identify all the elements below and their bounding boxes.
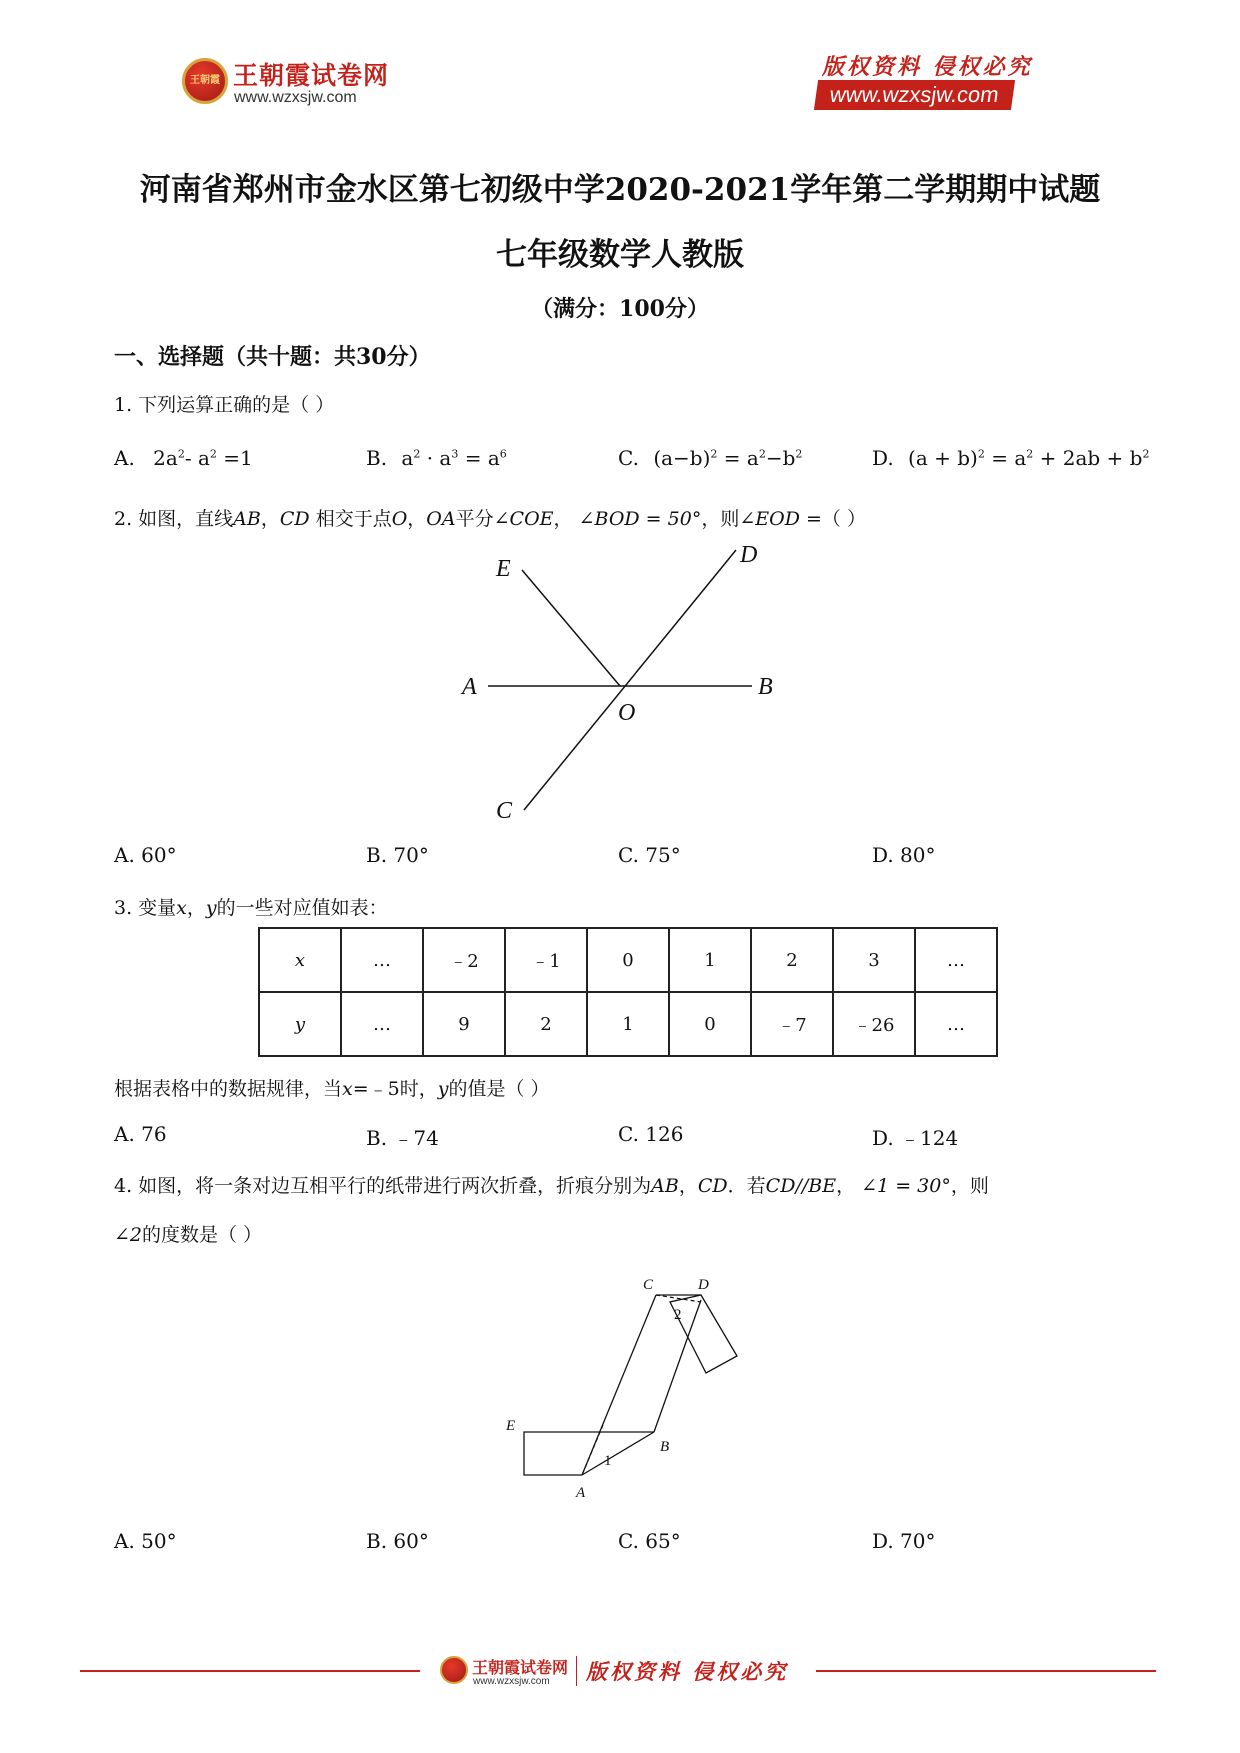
q4-option-a[interactable]: A. 50° xyxy=(114,1529,177,1553)
q3-text: 3. 变量 xyxy=(114,897,177,919)
q2-ray-oa: OA xyxy=(426,508,456,530)
section-heading: 一、选择题（共十题：共30分） xyxy=(114,344,431,370)
q2-point-o: O xyxy=(391,508,408,530)
q1-option-a-expr: $2a^2-$ $a^2 =1$ xyxy=(153,446,253,470)
q1-option-a[interactable] xyxy=(114,446,253,470)
q1-stem: 1. 下列运算正确的是（ ） xyxy=(114,394,335,416)
footer-copyright: 版权资料 侵权必究 xyxy=(586,1659,789,1684)
q2-option-a[interactable]: A. 60° xyxy=(114,843,177,867)
q3-value-table xyxy=(258,927,998,1057)
table-cell: ﹣2 xyxy=(423,928,505,992)
q2-text: （ ） xyxy=(821,508,866,530)
q2-sep: ， xyxy=(553,508,573,530)
table-cell: … xyxy=(341,992,423,1056)
q2-sep: ， xyxy=(260,508,280,530)
q4-angle-1: ∠1 = 30° xyxy=(861,1175,951,1197)
strip-left-rect xyxy=(524,1432,654,1475)
option-label: A. xyxy=(114,446,135,470)
footer-divider-right xyxy=(816,1670,1156,1672)
q3-option-d[interactable]: D. ﹣124 xyxy=(872,1126,959,1150)
table-cell: ﹣26 xyxy=(833,992,915,1056)
q3-option-b[interactable]: B. ﹣74 xyxy=(366,1126,439,1150)
label-1: 1 xyxy=(604,1453,612,1469)
q1-option-c-expr: $(a-b)^2 = a^2-b^2$ xyxy=(653,446,803,470)
q1-option-d[interactable] xyxy=(872,446,1149,470)
option-label: B. xyxy=(366,446,388,470)
footer-brand: 王朝霞试卷网 xyxy=(472,1658,569,1677)
table-row xyxy=(259,992,997,1056)
table-cell: 3 xyxy=(833,928,915,992)
table-row xyxy=(259,928,997,992)
label-b: B xyxy=(660,1439,670,1455)
q4-stem-line2 xyxy=(114,1220,262,1247)
q3-sep: ， xyxy=(186,897,206,919)
q2-option-d[interactable]: D. 80° xyxy=(872,843,936,867)
table-cell: x xyxy=(259,928,341,992)
table-cell: 0 xyxy=(669,992,751,1056)
copyright-notice: 版权资料 侵权必究 xyxy=(822,54,1033,80)
brand-logo-icon xyxy=(182,58,228,104)
q4-sep: ， xyxy=(678,1175,698,1197)
q4-angle-2: ∠2 xyxy=(114,1224,143,1246)
q2-text: 2. 如图，直线 xyxy=(114,508,234,530)
q1-option-c[interactable] xyxy=(618,446,802,470)
footer-separator xyxy=(576,1656,577,1686)
option-label: C. xyxy=(618,446,639,470)
score-note: （满分：100分） xyxy=(531,296,709,322)
q2-figure xyxy=(440,540,800,830)
q2-option-b[interactable]: B. 70° xyxy=(366,843,429,867)
label-d: D xyxy=(698,1277,709,1293)
label-a: A xyxy=(576,1485,586,1501)
q4-figure xyxy=(500,1275,760,1505)
q4-crease-cd: CD xyxy=(697,1175,728,1197)
strip-edge-left xyxy=(582,1295,656,1475)
table-cell: 2 xyxy=(751,928,833,992)
q4-parallel: CD//BE xyxy=(765,1175,837,1197)
page-title: 河南省郑州市金水区第七初级中学2020-2021学年第二学期期中试题 xyxy=(139,172,1101,208)
q2-text: 相交于点 xyxy=(309,508,392,530)
footer-logo-icon xyxy=(440,1656,468,1684)
table-cell: 9 xyxy=(423,992,505,1056)
ray-oe xyxy=(522,570,620,686)
label-e: E xyxy=(496,556,511,582)
q3-text: 根据表格中的数据规律，当 xyxy=(114,1078,343,1100)
table-cell: … xyxy=(915,992,997,1056)
label-c: C xyxy=(643,1277,654,1293)
table-cell: 1 xyxy=(587,992,669,1056)
q4-text: ，则 xyxy=(950,1175,989,1197)
copyright-url[interactable]: www.wzxsjw.com xyxy=(814,80,1015,110)
q3-var-x: x xyxy=(342,1078,353,1100)
table-cell: y xyxy=(259,992,341,1056)
crease-ab xyxy=(582,1432,654,1475)
q3-text: 的值是（ ） xyxy=(448,1078,550,1100)
q3-text: 的一些对应值如表： xyxy=(216,897,388,919)
footer-url[interactable]: www.wzxsjw.com xyxy=(473,1676,550,1687)
q3-var-x: x xyxy=(176,897,187,919)
page-subtitle: 七年级数学人教版 xyxy=(496,237,744,273)
line-cd xyxy=(524,550,736,810)
q3-var-y: y xyxy=(205,897,217,919)
q4-text: ．若 xyxy=(727,1175,766,1197)
q4-option-b[interactable]: B. 60° xyxy=(366,1529,429,1553)
q4-sep: ， xyxy=(836,1175,856,1197)
label-c: C xyxy=(496,798,513,824)
label-e: E xyxy=(506,1418,516,1434)
q4-option-c[interactable]: C. 65° xyxy=(618,1529,681,1553)
q4-text: 4. 如图，将一条对边互相平行的纸带进行两次折叠，折痕分别为 xyxy=(114,1175,652,1197)
q4-text: 的度数是（ ） xyxy=(142,1224,263,1246)
q4-stem-line1 xyxy=(114,1171,989,1198)
q3-follow xyxy=(114,1074,550,1101)
q2-text: ，则 xyxy=(701,508,740,530)
q2-line-cd: CD xyxy=(279,508,310,530)
table-cell: … xyxy=(915,928,997,992)
q3-stem xyxy=(114,893,388,920)
q3-option-c[interactable]: C. 126 xyxy=(618,1122,684,1146)
table-cell: ﹣1 xyxy=(505,928,587,992)
q2-option-c[interactable]: C. 75° xyxy=(618,843,681,867)
q4-crease-ab: AB xyxy=(651,1175,679,1197)
footer-divider-left xyxy=(80,1670,420,1672)
q2-sep: ， xyxy=(407,508,427,530)
table-cell: 1 xyxy=(669,928,751,992)
label-a: A xyxy=(462,674,477,700)
label-d: D xyxy=(740,542,758,568)
q2-angle-bod: ∠BOD = 50° xyxy=(578,508,702,530)
table-cell: 0 xyxy=(587,928,669,992)
q1-option-d-expr: $(a + b)^2 = a^2 + 2ab + b^2$ xyxy=(908,446,1150,470)
q2-line-ab: AB xyxy=(233,508,261,530)
option-label: D. xyxy=(872,446,894,470)
q2-text: 平分 xyxy=(455,508,494,530)
table-cell: ﹣7 xyxy=(751,992,833,1056)
label-2: 2 xyxy=(674,1307,682,1323)
brand-url[interactable]: www.wzxsjw.com xyxy=(234,89,357,106)
table-cell: … xyxy=(341,928,423,992)
q3-text: =﹣5时， xyxy=(352,1078,438,1100)
q1-option-b-expr: $a^2 \cdot a^3 = a^6$ xyxy=(401,446,507,470)
q2-angle-eod: ∠EOD = xyxy=(739,508,822,530)
logo-text: 王朝霞 xyxy=(190,75,220,86)
label-b: B xyxy=(758,674,773,700)
q4-option-d[interactable]: D. 70° xyxy=(872,1529,936,1553)
table-cell: 2 xyxy=(505,992,587,1056)
q2-stem xyxy=(114,504,866,531)
brand-name: 王朝霞试卷网 xyxy=(233,61,390,90)
q3-option-a[interactable]: A. 76 xyxy=(114,1122,167,1146)
label-o: O xyxy=(618,700,636,726)
q2-angle-coe: ∠COE xyxy=(493,508,554,530)
q1-option-b[interactable] xyxy=(366,446,507,470)
q3-var-y: y xyxy=(437,1078,449,1100)
